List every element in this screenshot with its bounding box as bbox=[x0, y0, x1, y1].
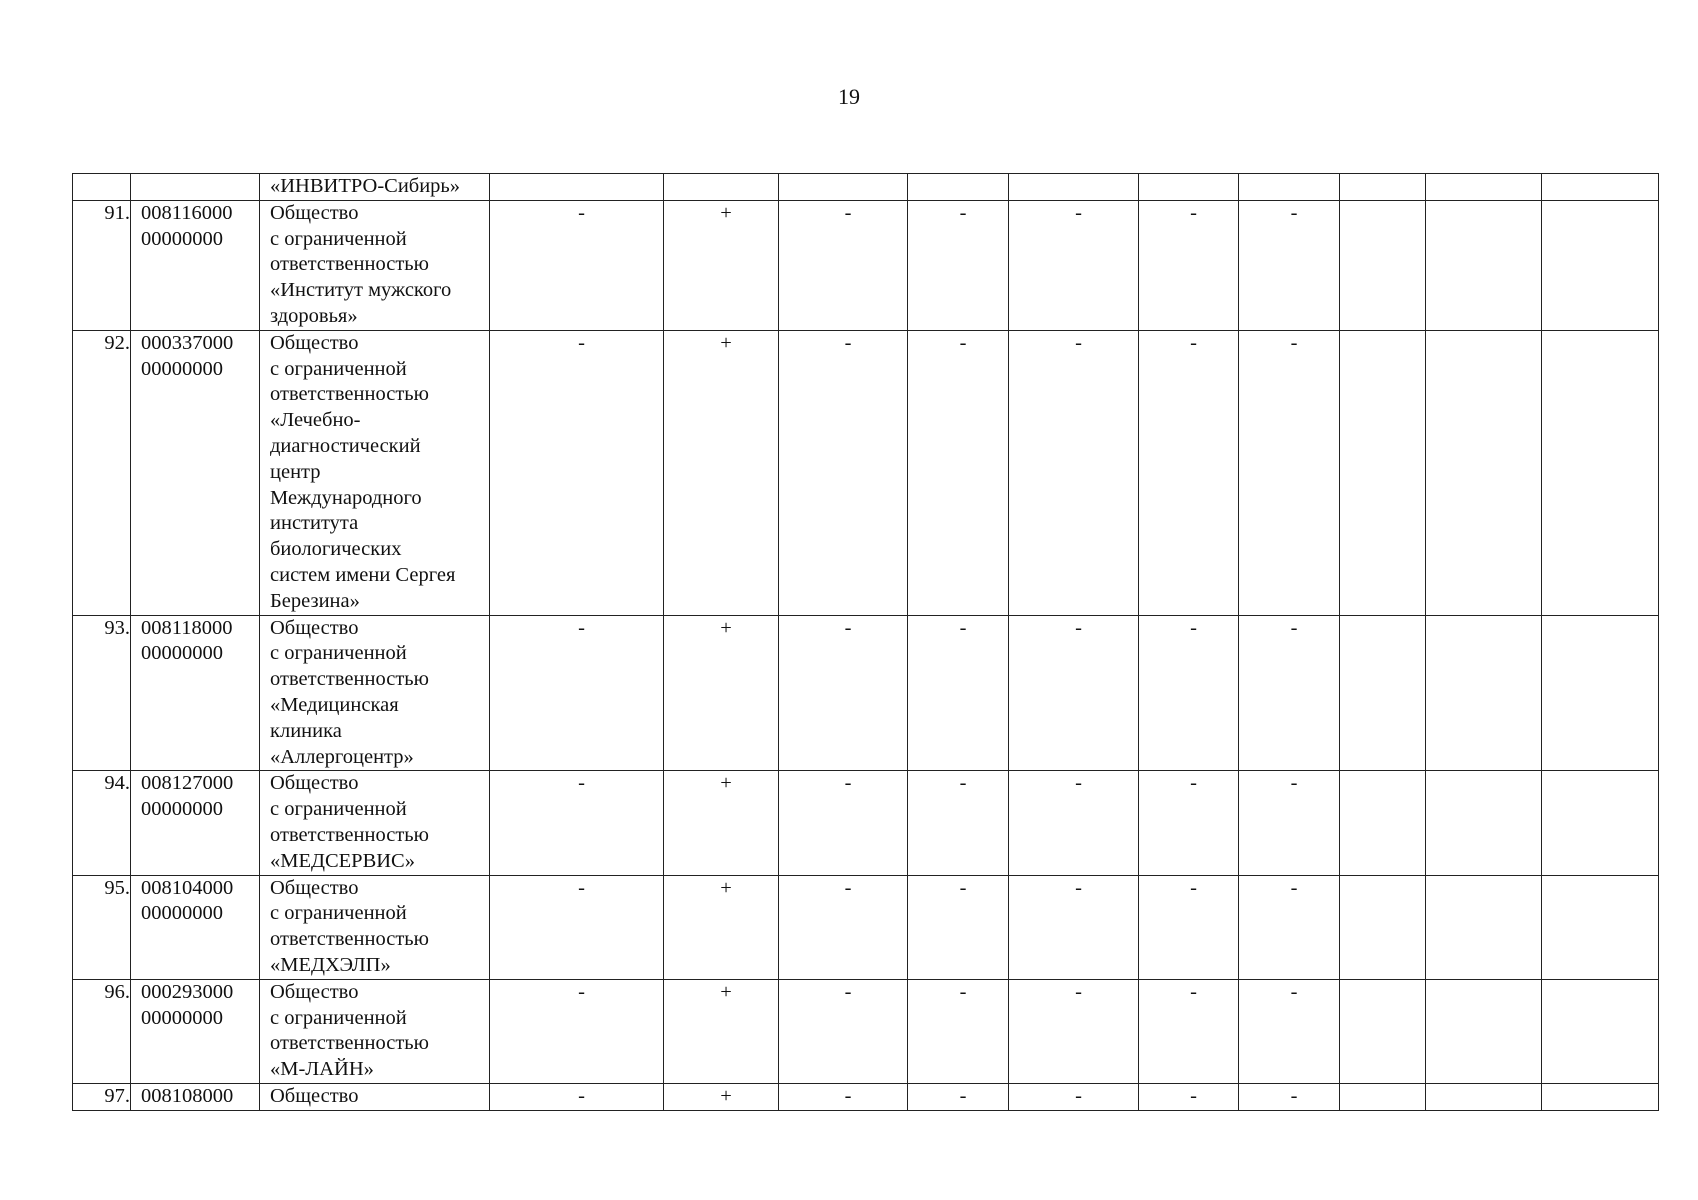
mark-cell: - bbox=[1139, 875, 1239, 979]
organization-name-line: с ограниченной bbox=[270, 902, 407, 925]
organization-name-line: «МЕДСЕРВИС» bbox=[270, 849, 415, 872]
registry-code-line: 000337000 bbox=[141, 331, 234, 354]
organization-name-line: Березина» bbox=[270, 589, 360, 612]
organization-name-line: центр bbox=[270, 460, 321, 483]
mark-cell: - bbox=[779, 330, 908, 615]
mark-cell: - bbox=[1139, 771, 1239, 875]
mark-cell: - bbox=[490, 875, 664, 979]
organization-name-line: ответственностью bbox=[270, 668, 429, 691]
mark-cell: - bbox=[1139, 979, 1239, 1083]
registry-code-line: 00000000 bbox=[141, 1006, 223, 1029]
organization-name-line: «Институт мужского bbox=[270, 279, 452, 302]
mark-cell: - bbox=[1009, 330, 1139, 615]
mark-cell bbox=[1340, 330, 1426, 615]
registry-code bbox=[131, 200, 260, 330]
registry-code-line: 000293000 bbox=[141, 980, 234, 1003]
organization-name-line: ответственностью bbox=[270, 928, 429, 951]
mark-cell: + bbox=[664, 1083, 779, 1110]
mark-cell bbox=[1542, 875, 1659, 979]
table-row bbox=[73, 200, 1659, 330]
organization-name bbox=[260, 1083, 490, 1110]
organization-name-line: клиника bbox=[270, 719, 342, 742]
mark-cell bbox=[1239, 174, 1340, 201]
organization-name-line: с ограниченной bbox=[270, 1006, 407, 1029]
organization-name bbox=[260, 174, 490, 201]
organization-name-line: диагностический bbox=[270, 434, 421, 457]
mark-cell: - bbox=[1239, 200, 1340, 330]
mark-cell: + bbox=[664, 875, 779, 979]
organization-name-line: «МЕДХЭЛП» bbox=[270, 953, 391, 976]
mark-cell: - bbox=[908, 330, 1009, 615]
mark-cell bbox=[1426, 979, 1542, 1083]
registry-code bbox=[131, 615, 260, 771]
mark-cell: - bbox=[779, 615, 908, 771]
mark-cell: - bbox=[908, 979, 1009, 1083]
registry-code bbox=[131, 1083, 260, 1110]
organization-name-line: с ограниченной bbox=[270, 798, 407, 821]
mark-cell bbox=[1542, 1083, 1659, 1110]
mark-cell: - bbox=[779, 200, 908, 330]
organization-name-line: «Аллергоцентр» bbox=[270, 745, 414, 768]
organization-name-line: «ИНВИТРО-Сибирь» bbox=[270, 175, 461, 197]
registry-code-line: 008127000 bbox=[141, 772, 234, 795]
organization-name-line: систем имени Сергея bbox=[270, 563, 456, 586]
organization-name bbox=[260, 979, 490, 1083]
row-number: 93. bbox=[73, 615, 131, 771]
mark-cell: - bbox=[1139, 615, 1239, 771]
mark-cell: + bbox=[664, 330, 779, 615]
mark-cell bbox=[1542, 200, 1659, 330]
mark-cell: - bbox=[490, 330, 664, 615]
mark-cell: - bbox=[490, 771, 664, 875]
mark-cell bbox=[1426, 1083, 1542, 1110]
table-row bbox=[73, 1083, 1659, 1110]
table-row bbox=[73, 771, 1659, 875]
mark-cell bbox=[1542, 174, 1659, 201]
page-number: 19 bbox=[838, 84, 860, 109]
table-row bbox=[73, 330, 1659, 615]
mark-cell: - bbox=[490, 200, 664, 330]
mark-cell: - bbox=[908, 1083, 1009, 1110]
mark-cell: - bbox=[1009, 979, 1139, 1083]
organization-name-line: «Лечебно- bbox=[270, 409, 361, 432]
registry-code-line: 00000000 bbox=[141, 227, 223, 250]
mark-cell bbox=[1542, 979, 1659, 1083]
mark-cell bbox=[1340, 174, 1426, 201]
organization-name-line: «М-ЛАЙН» bbox=[270, 1058, 374, 1081]
registry-code bbox=[131, 875, 260, 979]
organization-name-line: с ограниченной bbox=[270, 642, 407, 665]
registry-code-line: 00000000 bbox=[141, 902, 223, 925]
mark-cell: - bbox=[490, 615, 664, 771]
mark-cell bbox=[1340, 771, 1426, 875]
organization-name bbox=[260, 615, 490, 771]
mark-cell bbox=[1340, 1083, 1426, 1110]
mark-cell: - bbox=[1239, 330, 1340, 615]
organization-name-line: Общество bbox=[270, 201, 359, 224]
mark-cell bbox=[1426, 200, 1542, 330]
table-body bbox=[73, 174, 1659, 1111]
row-number: 95. bbox=[73, 875, 131, 979]
mark-cell: - bbox=[1139, 1083, 1239, 1110]
table-row bbox=[73, 174, 1659, 201]
mark-cell: - bbox=[1139, 330, 1239, 615]
mark-cell: - bbox=[779, 771, 908, 875]
registry-code-line: 00000000 bbox=[141, 798, 223, 821]
registry-code bbox=[131, 330, 260, 615]
mark-cell: - bbox=[1009, 615, 1139, 771]
mark-cell bbox=[1426, 330, 1542, 615]
mark-cell: - bbox=[1009, 200, 1139, 330]
organizations-table bbox=[72, 173, 1659, 1111]
row-number: 94. bbox=[73, 771, 131, 875]
organization-name-line: с ограниченной bbox=[270, 227, 407, 250]
mark-cell bbox=[490, 174, 664, 201]
organization-name-line: института bbox=[270, 512, 359, 535]
mark-cell: - bbox=[1239, 771, 1340, 875]
organization-name bbox=[260, 200, 490, 330]
mark-cell bbox=[1139, 174, 1239, 201]
organization-name-line: Общество bbox=[270, 1084, 359, 1107]
mark-cell: - bbox=[490, 1083, 664, 1110]
mark-cell bbox=[1426, 875, 1542, 979]
mark-cell bbox=[779, 174, 908, 201]
mark-cell: - bbox=[779, 1083, 908, 1110]
mark-cell: - bbox=[1239, 875, 1340, 979]
mark-cell bbox=[1340, 200, 1426, 330]
organization-name-line: ответственностью bbox=[270, 1032, 429, 1055]
mark-cell bbox=[1426, 615, 1542, 771]
organization-name-line: с ограниченной bbox=[270, 357, 407, 380]
mark-cell bbox=[1426, 771, 1542, 875]
organization-name-line: «Медицинская bbox=[270, 693, 399, 716]
mark-cell bbox=[1542, 330, 1659, 615]
mark-cell bbox=[1340, 875, 1426, 979]
organization-name-line: Общество bbox=[270, 876, 359, 899]
registry-code bbox=[131, 174, 260, 201]
organization-name bbox=[260, 771, 490, 875]
registry-code-line: 008104000 bbox=[141, 876, 234, 899]
mark-cell: - bbox=[1239, 979, 1340, 1083]
mark-cell bbox=[1542, 771, 1659, 875]
organization-name-line: ответственностью bbox=[270, 823, 429, 846]
mark-cell: - bbox=[779, 875, 908, 979]
organization-name-line: ответственностью bbox=[270, 253, 429, 276]
table-row bbox=[73, 615, 1659, 771]
mark-cell bbox=[1340, 615, 1426, 771]
organization-name-line: Общество bbox=[270, 772, 359, 795]
registry-code-line: 00000000 bbox=[141, 357, 223, 380]
mark-cell bbox=[1426, 174, 1542, 201]
registry-code-line: 008108000 bbox=[141, 1084, 234, 1107]
organization-name-line: Общество bbox=[270, 980, 359, 1003]
mark-cell: - bbox=[1009, 875, 1139, 979]
mark-cell: - bbox=[1239, 615, 1340, 771]
mark-cell: + bbox=[664, 615, 779, 771]
mark-cell: - bbox=[908, 771, 1009, 875]
registry-code bbox=[131, 979, 260, 1083]
mark-cell: - bbox=[1009, 1083, 1139, 1110]
mark-cell: - bbox=[779, 979, 908, 1083]
table-row bbox=[73, 875, 1659, 979]
mark-cell: + bbox=[664, 200, 779, 330]
mark-cell: + bbox=[664, 979, 779, 1083]
mark-cell bbox=[908, 174, 1009, 201]
organization-name-line: Общество bbox=[270, 616, 359, 639]
mark-cell bbox=[1009, 174, 1139, 201]
row-number: 96. bbox=[73, 979, 131, 1083]
row-number: 97. bbox=[73, 1083, 131, 1110]
registry-code bbox=[131, 771, 260, 875]
mark-cell: - bbox=[490, 979, 664, 1083]
mark-cell: - bbox=[908, 200, 1009, 330]
registry-code-line: 00000000 bbox=[141, 642, 223, 665]
mark-cell bbox=[1542, 615, 1659, 771]
organization-name bbox=[260, 330, 490, 615]
mark-cell: - bbox=[908, 875, 1009, 979]
registry-code-line: 008118000 bbox=[141, 616, 233, 639]
organization-name-line: биологических bbox=[270, 538, 402, 561]
organization-name-line: Международного bbox=[270, 486, 422, 509]
row-number: 91. bbox=[73, 200, 131, 330]
organization-name-line: здоровья» bbox=[270, 304, 358, 327]
mark-cell: - bbox=[1139, 200, 1239, 330]
mark-cell bbox=[664, 174, 779, 201]
organization-name-line: ответственностью bbox=[270, 383, 429, 406]
organization-name bbox=[260, 875, 490, 979]
mark-cell: - bbox=[1009, 771, 1139, 875]
mark-cell: - bbox=[1239, 1083, 1340, 1110]
row-number bbox=[73, 174, 131, 201]
mark-cell bbox=[1340, 979, 1426, 1083]
organization-name-line: Общество bbox=[270, 331, 359, 354]
mark-cell: + bbox=[664, 771, 779, 875]
table-row bbox=[73, 979, 1659, 1083]
row-number: 92. bbox=[73, 330, 131, 615]
mark-cell: - bbox=[908, 615, 1009, 771]
registry-code-line: 008116000 bbox=[141, 201, 233, 224]
